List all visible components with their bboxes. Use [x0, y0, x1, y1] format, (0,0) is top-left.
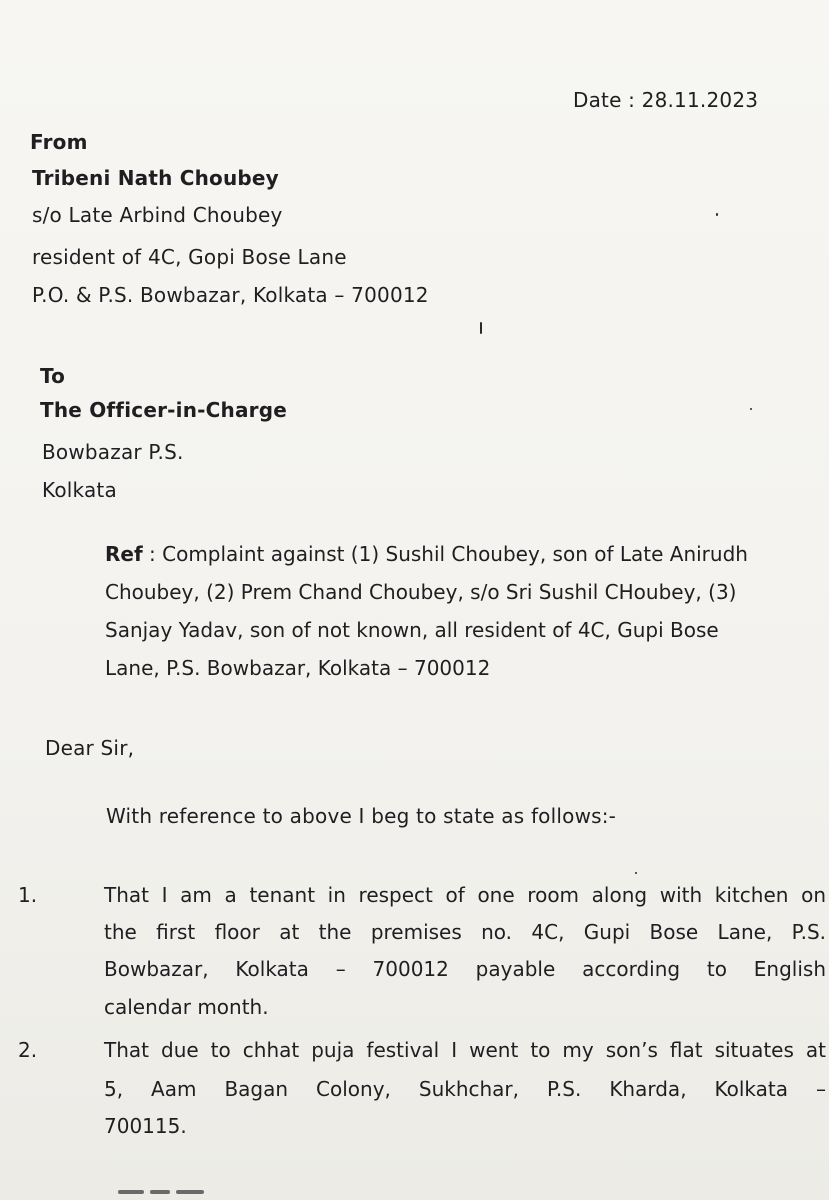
reference-line: Choubey, (2) Prem Chand Choubey, s/o Sri Sushil CHoubey, (3): [105, 580, 737, 604]
sender-name: Tribeni Nath Choubey: [32, 166, 279, 190]
item-line: Bowbazar, Kolkata – 700012 payable according to English: [104, 957, 826, 981]
sender-address-line: s/o Late Arbind Choubey: [32, 203, 283, 227]
reference-line: Lane, P.S. Bowbazar, Kolkata – 700012: [105, 656, 491, 680]
sender-address-line: P.O. & P.S. Bowbazar, Kolkata – 700012: [32, 283, 429, 307]
page-continuation-mark: [118, 1186, 208, 1200]
item-line: 700115.: [104, 1114, 187, 1138]
ink-speck: [480, 322, 482, 334]
reference-label: Ref: [105, 542, 143, 566]
ink-speck: [750, 408, 752, 410]
ink-speck: [635, 872, 637, 874]
to-label: To: [40, 364, 66, 388]
ink-speck: [716, 213, 718, 216]
letter-date: Date : 28.11.2023: [573, 88, 759, 112]
recipient-address-line: Kolkata: [42, 478, 117, 502]
intro-paragraph: With reference to above I beg to state as follows:-: [106, 804, 617, 828]
reference-text: Complaint against (1) Sushil Choubey, son of Late Anirudh: [162, 542, 748, 566]
reference-separator: :: [142, 542, 163, 566]
sender-address-line: resident of 4C, Gopi Bose Lane: [32, 245, 347, 269]
from-label: From: [30, 130, 88, 154]
item-number: 2.: [18, 1038, 38, 1062]
reference-line: Sanjay Yadav, son of not known, all resident of 4C, Gupi Bose: [105, 618, 719, 642]
item-number: 1.: [18, 883, 38, 907]
recipient-address-line: Bowbazar P.S.: [42, 440, 184, 464]
item-line: the first floor at the premises no. 4C, Gupi Bose Lane, P.S.: [104, 920, 826, 944]
recipient-name: The Officer-in-Charge: [40, 398, 288, 422]
salutation: Dear Sir,: [45, 736, 135, 760]
item-line: That due to chhat puja festival I went to my son’s flat situates at: [104, 1038, 826, 1062]
reference-line: [105, 542, 748, 566]
item-line: 5, Aam Bagan Colony, Sukhchar, P.S. Kharda, Kolkata –: [104, 1077, 826, 1101]
item-line: That I am a tenant in respect of one room along with kitchen on: [104, 883, 826, 907]
item-line: calendar month.: [104, 995, 269, 1019]
